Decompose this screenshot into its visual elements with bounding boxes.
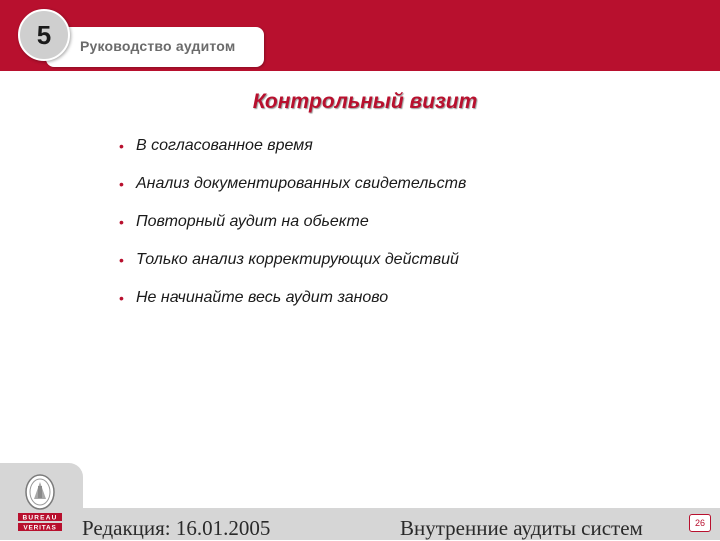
course-title: Внутренние аудиты систем xyxy=(400,516,643,540)
bullet-list xyxy=(118,133,466,323)
svg-text:BUREAU: BUREAU xyxy=(22,514,58,522)
slide-title: Контрольный визит xyxy=(252,90,478,113)
section-number-badge xyxy=(18,9,70,61)
bullet-text: Повторный аудит на обьекте xyxy=(136,213,369,230)
bullet-text: Анализ документированных свидетельств xyxy=(136,175,467,192)
bullet-text: Только анализ корректирующих действий xyxy=(136,251,459,268)
edition-date: Редакция: 16.01.2005 xyxy=(82,516,271,540)
bullet-dot-icon: • xyxy=(119,290,124,306)
page-number: 26 xyxy=(689,514,711,532)
bullet-item xyxy=(118,247,466,285)
bullet-text: В согласованное время xyxy=(136,137,313,154)
bullet-item xyxy=(118,209,466,247)
bullet-item xyxy=(118,285,466,323)
bullet-dot-icon: • xyxy=(119,138,124,154)
bureau-veritas-logo-icon xyxy=(18,472,62,532)
bullet-item xyxy=(118,171,466,209)
svg-text:VERITAS: VERITAS xyxy=(23,524,57,532)
bullet-dot-icon: • xyxy=(119,214,124,230)
bullet-dot-icon: • xyxy=(119,176,124,192)
bullet-item xyxy=(118,133,466,171)
section-tab xyxy=(46,27,264,67)
bullet-dot-icon: • xyxy=(119,252,124,268)
bullet-text: Не начинайте весь аудит заново xyxy=(136,289,389,306)
section-title: Руководство аудитом xyxy=(80,38,236,54)
section-number: 5 xyxy=(36,19,52,50)
